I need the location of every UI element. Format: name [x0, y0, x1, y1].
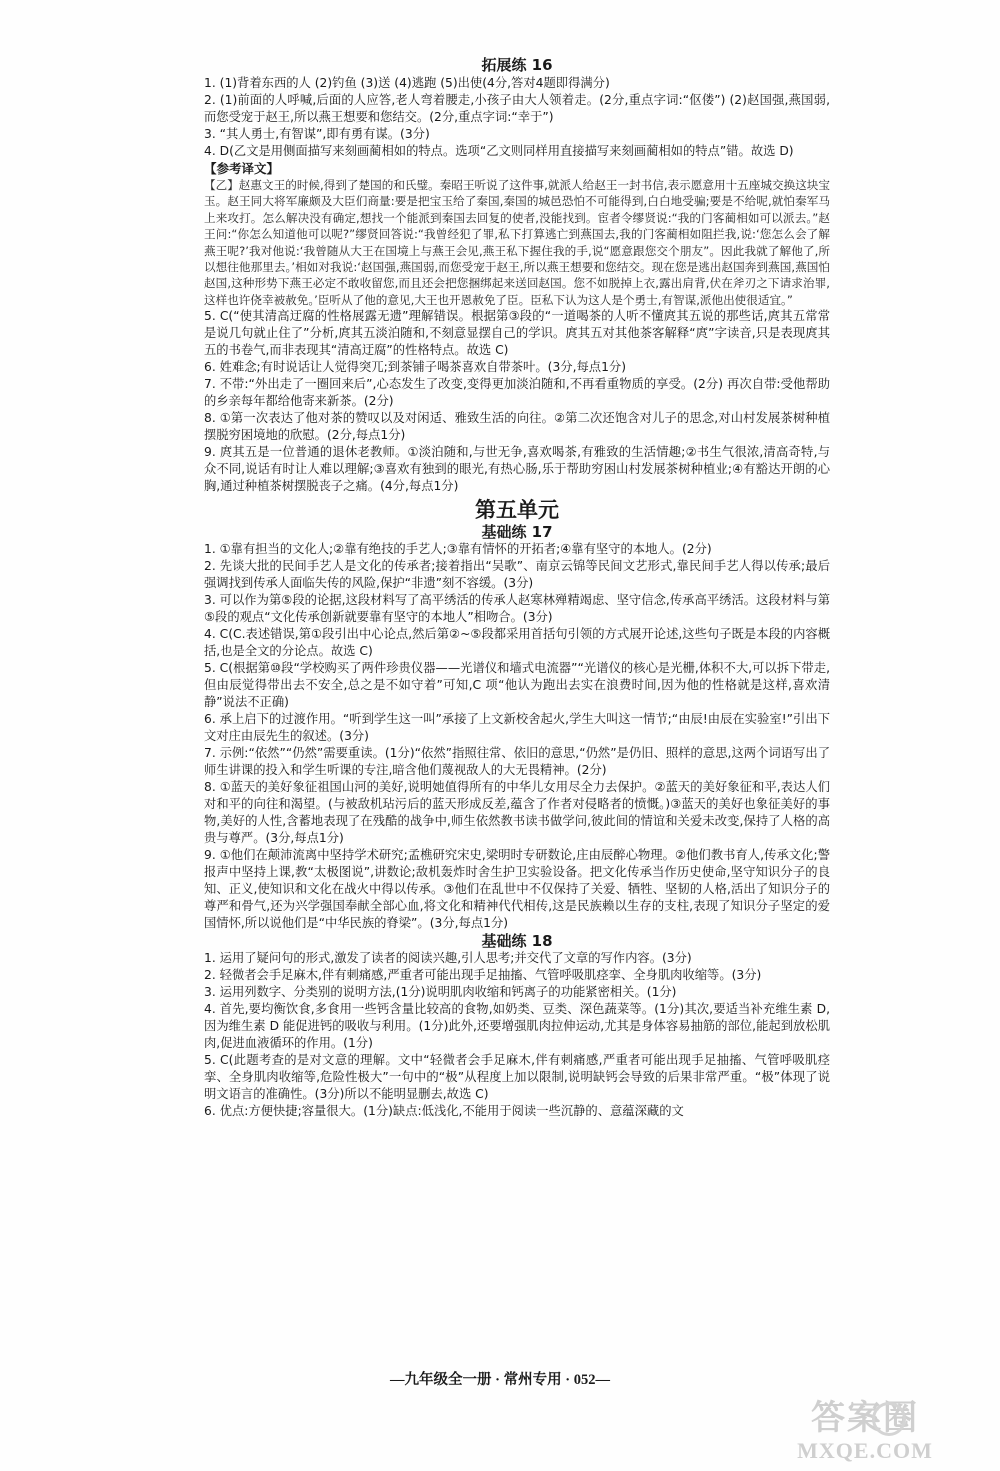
answer-item: 8. ①第一次表达了他对茶的赞叹以及对闲适、雅致生活的向往。②第二次还饱含对儿子的思念,对山村发展茶树种植摆脱穷困境地的欣慰。(2分,每点1分)	[204, 411, 830, 443]
section-16-answers	[204, 75, 830, 160]
page-footer: —九年级全一册 · 常州专用 · 052—	[390, 1372, 610, 1388]
answer-item: 6. 优点:方便快捷;容量很大。(1分)缺点:低浅化,不能用于阅读一些沉静的、意蕴深藏的文	[204, 1104, 684, 1119]
answer-item: 2. 轻微者会手足麻木,伴有刺痛感,严重者可能出现手足抽搐、气管呼吸肌痉挛、全身肌肉收缩等。(3分)	[204, 968, 762, 983]
answer-item: 3. 可以作为第⑤段的论据,这段材料写了高平绣活的传承人赵寒林殚精竭虑、坚守信念,传承高平绣活。这段材料与第⑤段的观点“文化传承创新就要靠有坚守的本地人”相吻合。(3分)	[204, 593, 830, 625]
answer-item: 5. C(根据第⑩段“学校购买了两件珍贵仪器——光谱仪和墙式电流器”“光谱仪的核心是光栅,体积不大,可以拆下带走,但由辰觉得带出去不安全,总之是不如守着”可知,C 项“他认为跑出去实在浪费时间,因为他的性格就是这样,喜欢清静”说法不正确)	[204, 661, 830, 710]
reference-translation-label: 【参考译文】	[204, 161, 280, 176]
answer-item: 1. (1)背着东西的人 (2)钓鱼 (3)送 (4)逃跑 (5)出使(4分,答对4题即得满分)	[204, 76, 610, 90]
answer-item: 6. 姓难念;有时说话让人觉得突兀;到茶铺子喝茶喜欢自带茶叶。(3分,每点1分)	[204, 360, 626, 375]
reference-translation: 【乙】赵惠文王的时候,得到了楚国的和氏璧。秦昭王听说了这件事,就派人给赵王一封书信,表示愿意用十五座城交换这块宝玉。赵王同大将军廉颇及大臣们商量:要是把宝玉给了秦国,秦国的城邑恐怕不可能得到,白白地受骗;要是不给呢,就怕秦军马上来攻打。怎么解决没有确定,想找一个能派到秦国去回复的使者,没能找到。宦者令缪贤说:“我的门客蔺相如可以派去。”赵王问:“你怎么知道他可以呢?”缪贤回答说:“我曾经犯了罪,私下打算逃亡到燕国去,我的门客蔺相如阻拦我,说:‘您怎么会了解燕王呢?’我对他说:‘我曾随从大王在国境上与燕王会见,燕王私下握住我的手,说“愿意跟您交个朋友”。因此我就了解他了,所以想往他那里去。’相如对我说:‘赵国强,燕国弱,而您受宠于赵王,所以燕王想要和您结交。现在您是逃出赵国奔到燕国,燕国怕赵国,这种形势下燕王必定不敢收留您,而且还会把您捆绑起来送回赵国。您不如脱掉上衣,露出肩背,伏在斧刃之下请求治罪,这样也许侥幸被赦免。’臣听从了他的意见,大王也开恩赦免了臣。臣私下认为这人是个勇士,有智谋,派他出使很适宜。”	[204, 178, 830, 307]
answer-item: 3. 运用列数字、分类别的说明方法,(1分)说明肌肉收缩和钙离子的功能紧密相关。(1分)	[204, 985, 677, 1000]
answer-item: 7. 不带:“外出走了一圈回来后”,心态发生了改变,变得更加淡泊随和,不再看重物质的享受。(2分) 再次自带:受他帮助的乡亲每年都给他寄来新茶。(2分)	[204, 377, 830, 409]
section-17-answers	[204, 541, 830, 932]
answer-item: 6. 承上启下的过渡作用。“听到学生这一叫”承接了上文新校舍起火,学生大叫这一情节;“由辰!由辰在实验室!”引出下文对庄由辰先生的叙述。(3分)	[204, 712, 830, 744]
answer-item: 2. 先谈大批的民间手艺人是文化的传承者;接着指出“吴歌”、南京云锦等民间文艺形式,靠民间手艺人得以传承;最后强调找到传承人面临失传的风险,保护“非遗”刻不容缓。(3分)	[204, 559, 830, 591]
answer-item: 8. ①蓝天的美好象征祖国山河的美好,说明她值得所有的中华儿女用尽全力去保护。②蓝天的美好象征和平,表达人们对和平的向往和渴望。(与被敌机玷污后的蓝天形成反差,蕴含了作者对侵略者的愤慨。)③蓝天的美好也象征美好的事物,美好的人性,含蓄地表现了在残酷的战争中,师生依然教书读书做学问,彼此间的情谊和关爱未改变,保持了人格的高贵与尊严。(3分,每点1分)	[204, 780, 830, 846]
section-16-answers-continued	[204, 308, 830, 495]
subsection-title: 基础练 18	[481, 932, 553, 951]
answer-item: 1. 运用了疑问句的形式,激发了读者的阅读兴趣,引人思考;并交代了文章的写作内容。(3分)	[204, 951, 692, 966]
answer-item: 4. D(乙文是用侧面描写来刻画蔺相如的特点。选项“乙文则同样用直接描写来刻画蔺相如的特点”错。故选 D)	[204, 144, 794, 158]
unit-title: 第五单元	[475, 498, 559, 523]
answer-item: 5. C(“使其清高迂腐的性格展露无遗”理解错误。根据第③段的“一道喝茶的人听不懂庹其五说的那些话,庹其五常常是说几句就止住了”分析,庹其五淡泊随和,不刻意显摆自己的学识。庹其五对其他茶客解释“庹”字读音,只是表现庹其五的书卷气,而非表现其“清高迂腐”的性格特点。故选 C)	[204, 309, 830, 358]
answer-item: 3. “其人勇士,有智谋”,即有勇有谋。(3分)	[204, 127, 430, 141]
section-18-answers	[204, 950, 830, 1120]
watermark-stamp-icon	[872, 1402, 906, 1436]
answer-item: 9. 庹其五是一位普通的退休老教师。①淡泊随和,与世无争,喜欢喝茶,有雅致的生活情趣;②书生气很浓,清高奇特,与众不同,说话有时让人难以理解;③喜欢有独到的眼光,有热心肠,乐于帮助穷困山村发展茶树种植业;④有豁达开朗的心胸,通过种植茶树摆脱丧子之痛。(4分,每点1分)	[204, 445, 830, 494]
subsection-title: 基础练 17	[481, 523, 553, 542]
answer-item: 9. ①他们在颠沛流离中坚持学术研究;孟樵研究宋史,梁明时专研数论,庄由辰醉心物理。②他们教书育人,传承文化;警报声中坚持上课,教“太极图说”,讲数论;敌机轰炸时舍生护卫实验设备。把文化传承当作历史使命,坚守知识分子的良知、正义,使知识和文化在战火中得以传承。③他们在乱世中不仅保持了关爱、牺牲、坚韧的人格,活出了知识分子的尊严和骨气,还为兴学强国奉献全部心血,将文化和精神代代相传,这是民族赖以生存的支柱,表现了知识分子坚定的爱国情怀,所以说他们是“中华民族的脊梁”。(3分,每点1分)	[204, 848, 830, 931]
watermark-text: 答案圈	[811, 1400, 919, 1437]
answer-item: 1. ①靠有担当的文化人;②靠有绝技的手艺人;③靠有情怀的开拓者;④靠有坚守的本地人。(2分)	[204, 542, 712, 557]
watermark-logo	[770, 1400, 960, 1466]
section-title: 拓展练 16	[481, 56, 553, 74]
watermark-url: MXQE.COM	[797, 1438, 933, 1463]
answer-item: 4. C(C.表述错误,第①段引出中心论点,然后第②~⑤段都采用首括句引领的方式展开论述,这些句子既是本段的内容概括,也是全文的分论点。故选 C)	[204, 627, 830, 659]
answer-item: 4. 首先,要均衡饮食,多食用一些钙含量比较高的食物,如奶类、豆类、深色蔬菜等。(1分)其次,要适当补充维生素 D,因为维生素 D 能促进钙的吸收与利用。(1分)此外,还要增强肌肉拉伸运动,尤其是身体容易抽筋的部位,能起到放松肌肉,促进血液循环的作用。(1分)	[204, 1002, 830, 1051]
answer-item: 7. 示例:“依然”“仍然”需要重读。(1分)“依然”指照往常、依旧的意思,“仍然”是仍旧、照样的意思,这两个词语写出了师生讲课的投入和学生听课的专注,暗含他们蔑视敌人的大无畏精神。(2分)	[204, 746, 830, 778]
answer-item: 2. (1)前面的人呼喊,后面的人应答,老人弯着腰走,小孩子由大人领着走。(2分,重点字词:“伛偻”) (2)赵国强,燕国弱,而您受宠于赵王,所以燕王想要和您结交。(2分,重点字词:“幸于”)	[204, 93, 830, 124]
answer-item: 5. C(此题考查的是对文意的理解。文中“轻微者会手足麻木,伴有刺痛感,严重者可能出现手足抽搐、气管呼吸肌痉挛、全身肌肉收缩等,危险性极大”一句中的“极”从程度上加以限制,说明缺钙会导致的后果非常严重。“极”体现了说明文语言的准确性。(3分)所以不能明显删去,故选 C)	[204, 1053, 830, 1102]
